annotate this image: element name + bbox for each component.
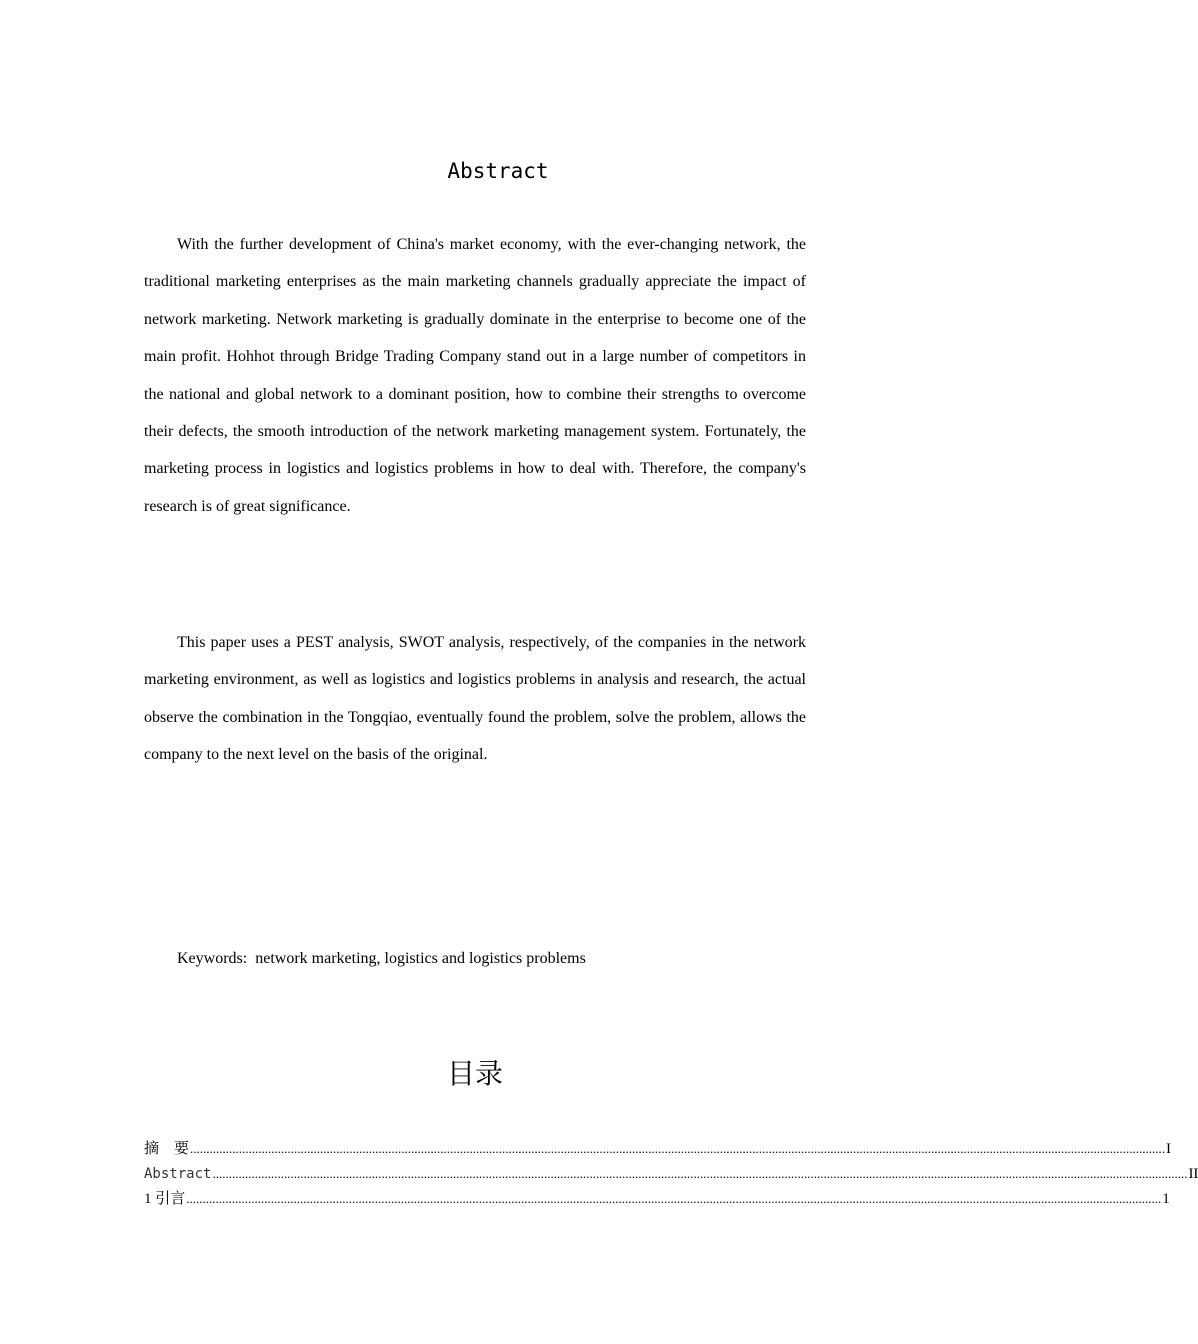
toc-entry-label: 1 引言	[144, 1191, 186, 1207]
abstract-paragraph-1: With the further development of China's market economy, with the ever-changing network, the traditional marketing enterprises as the main marketing channels gradually appreciate the impact of network marketing. Network marketing is gradually dominate in the enterprise to become one of the main profit. Hohhot through Bridge Trading Company stand out in a large number of competitors in the national and global network to a dominant position, how to combine their strengths to overcome their defects, the smooth introduction of the network marketing management system. Fortunately, the marketing process in logistics and logistics problems in how to deal with. Therefore, the company's research is of great significance.	[144, 236, 806, 515]
toc-dot-leader: ............................................................................................................................................................................................................................................................................................................	[190, 1141, 1166, 1156]
abstract-paragraph-2: This paper uses a PEST analysis, SWOT analysis, respectively, of the companies in the network marketing environment, as well as logistics and logistics problems in analysis and research, the actual observe the combination in the Tongqiao, eventually found the problem, solve the problem, allows the company to the next level on the basis of the original.	[144, 634, 806, 764]
toc-title: 目录	[446, 1057, 503, 1090]
abstract-title: Abstract	[447, 159, 549, 183]
toc-entry[interactable]	[144, 1186, 1170, 1211]
toc-dot-leader: ............................................................................................................................................................................................................................................................................................................	[212, 1166, 1188, 1181]
toc-entry-label: Abstract	[144, 1166, 212, 1182]
toc-entry-page: II	[1188, 1166, 1198, 1182]
toc-dot-leader: ............................................................................................................................................................................................................................................................................................................	[186, 1191, 1162, 1206]
toc-entry-page: 1	[1162, 1191, 1170, 1207]
toc-entry-page: I	[1166, 1141, 1172, 1157]
toc-entry[interactable]	[144, 1136, 1172, 1161]
keywords-line: Keywords: network marketing, logistics and logistics problems	[177, 950, 586, 967]
table-of-contents	[144, 1136, 1198, 1211]
toc-entry-label: 摘 要	[144, 1141, 190, 1157]
toc-entry[interactable]	[144, 1161, 1198, 1186]
